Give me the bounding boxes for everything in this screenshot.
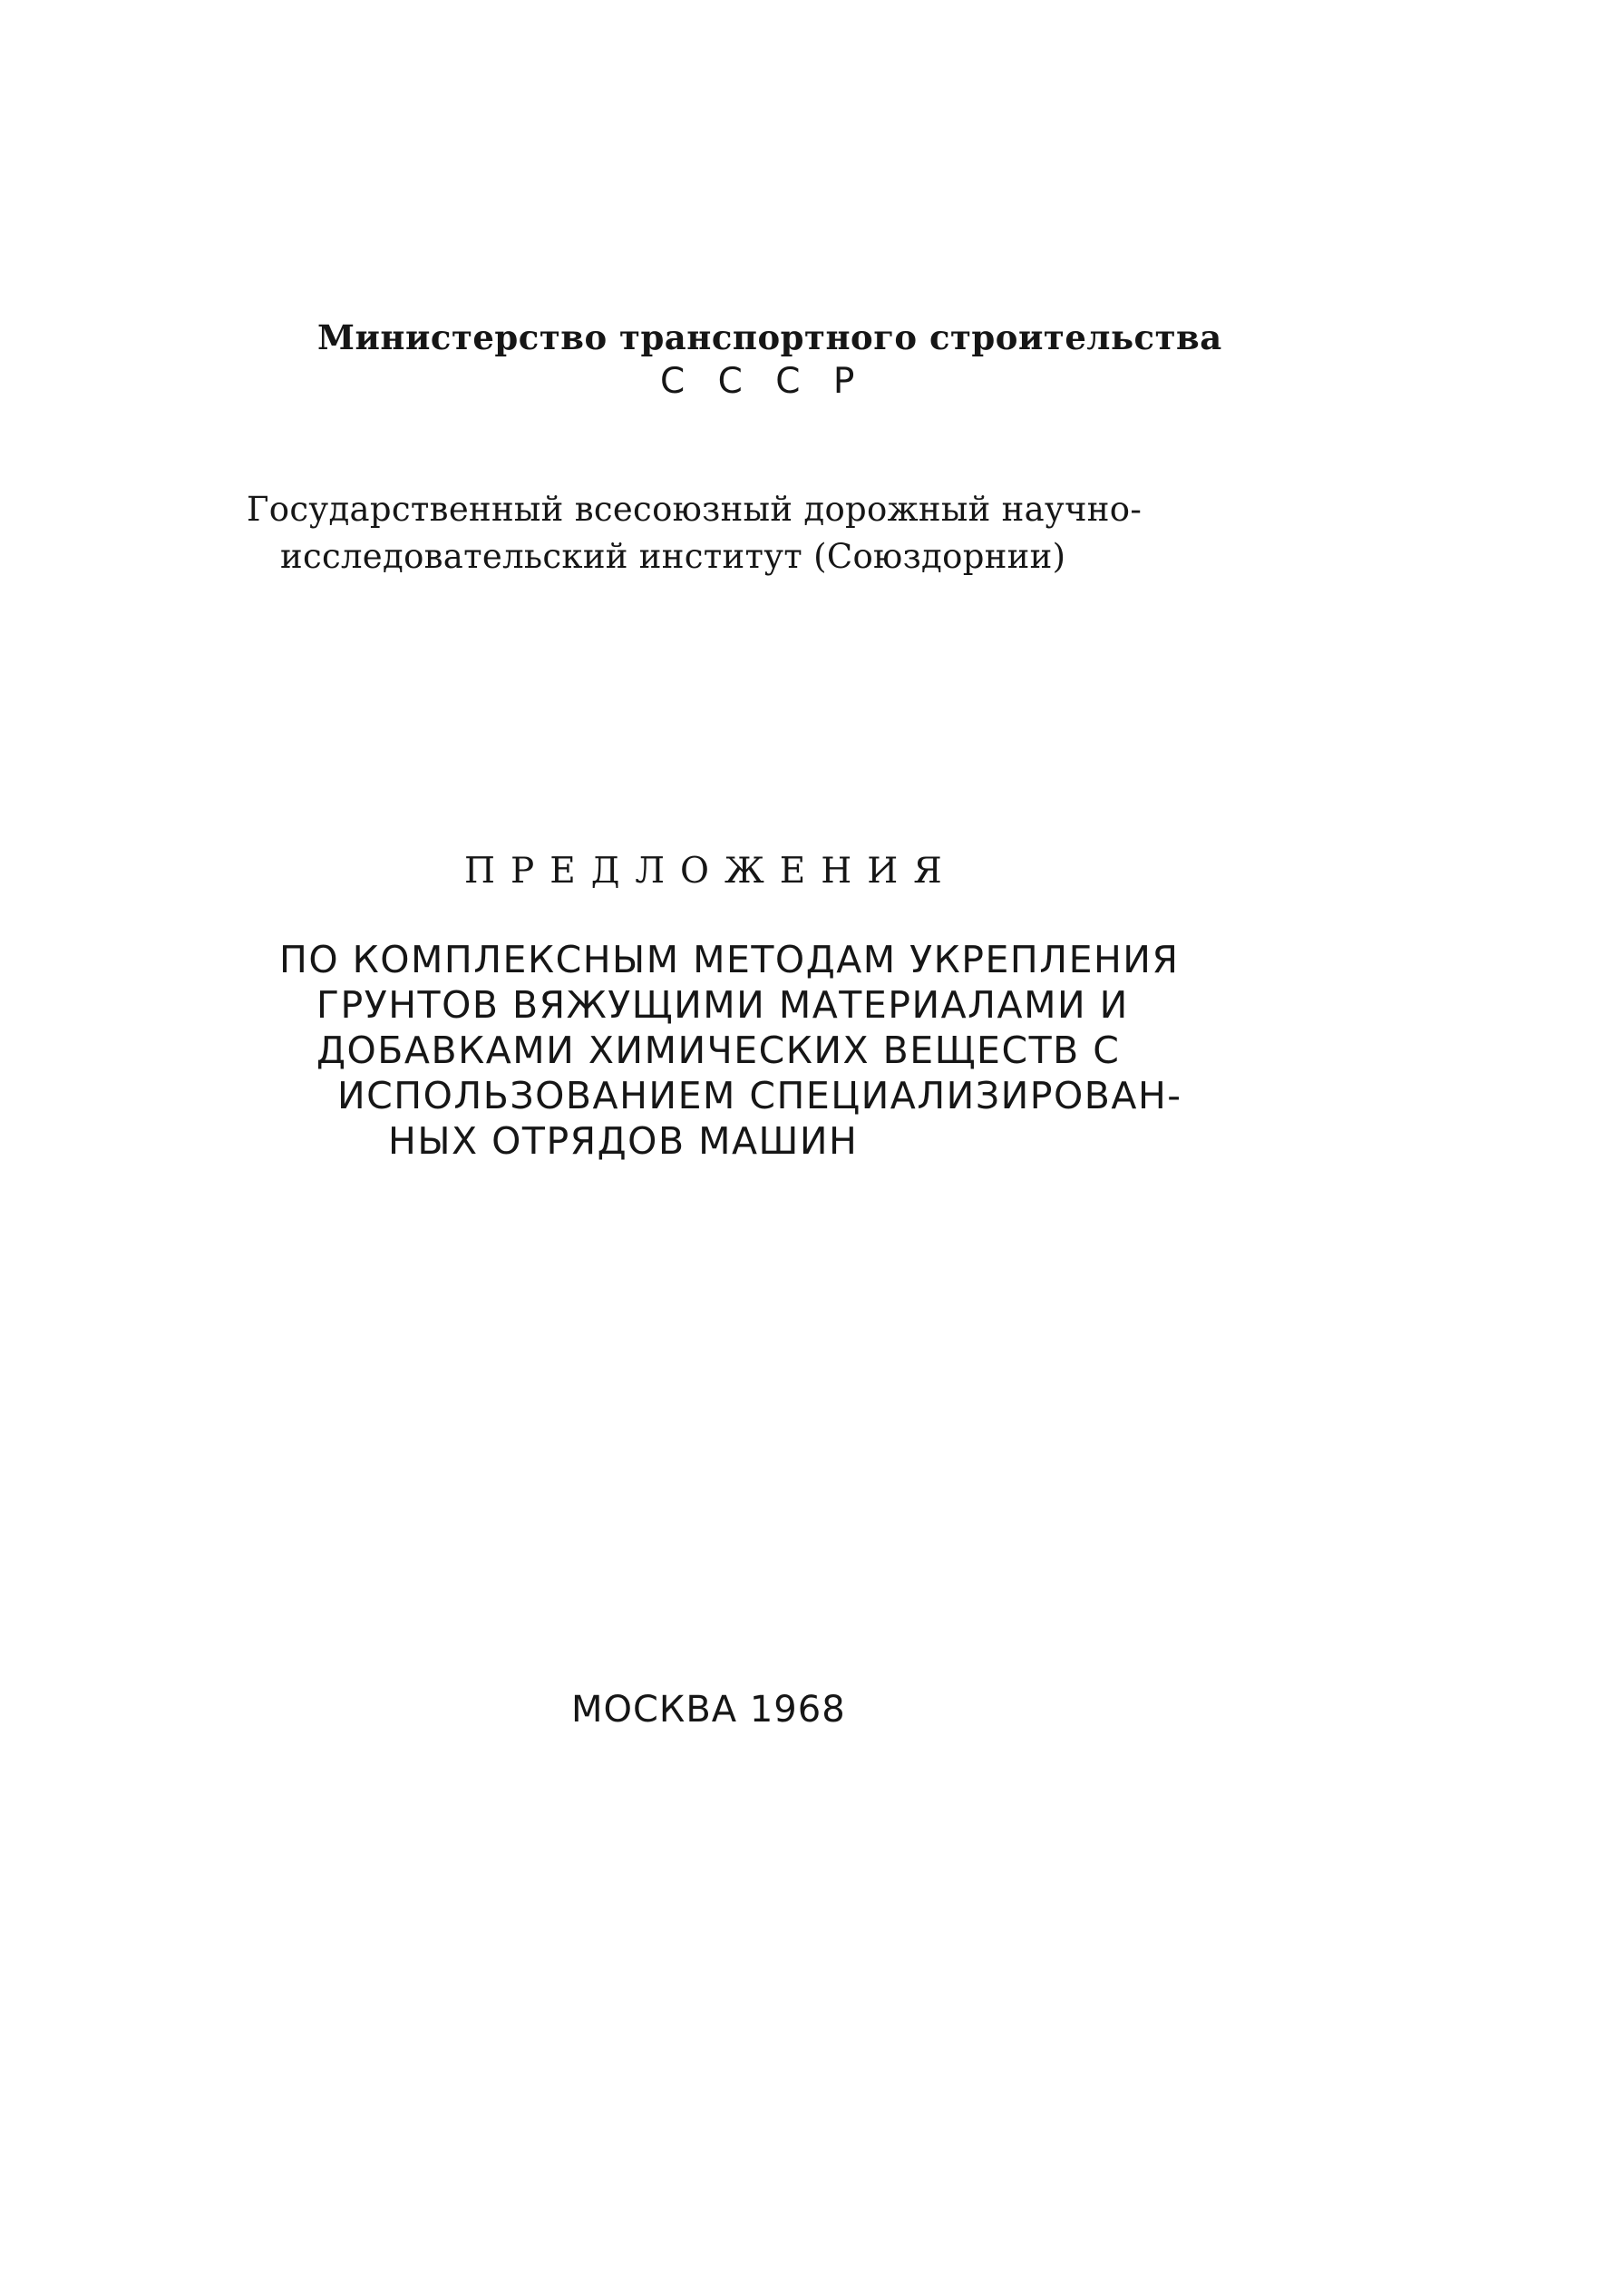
publication-imprint: МОСКВА 1968 bbox=[571, 1689, 846, 1731]
subtitle-line-2: ГРУНТОВ ВЯЖУЩИМИ МАТЕРИАЛАМИ И bbox=[316, 983, 1129, 1027]
subtitle-line-4: ИСПОЛЬЗОВАНИЕМ СПЕЦИАЛИЗИРОВАН- bbox=[337, 1074, 1182, 1117]
subtitle-line-3: ДОБАВКАМИ ХИМИЧЕСКИХ ВЕЩЕСТВ С bbox=[316, 1029, 1121, 1072]
subtitle-line-1: ПО КОМПЛЕКСНЫМ МЕТОДАМ УКРЕПЛЕНИЯ bbox=[279, 938, 1180, 981]
ministry-country: С С С Р bbox=[660, 361, 866, 402]
subtitle-line-5: НЫХ ОТРЯДОВ МАШИН bbox=[388, 1119, 859, 1163]
ministry-name: Министерство транспортного строительства bbox=[317, 317, 1222, 357]
document-title: ПРЕДЛОЖЕНИЯ bbox=[464, 851, 958, 892]
institute-name-line-2: исследовательский институт (Союздорнии) bbox=[280, 537, 1066, 576]
institute-name-line-1: Государственный всесоюзный дорожный научно- bbox=[247, 490, 1143, 529]
